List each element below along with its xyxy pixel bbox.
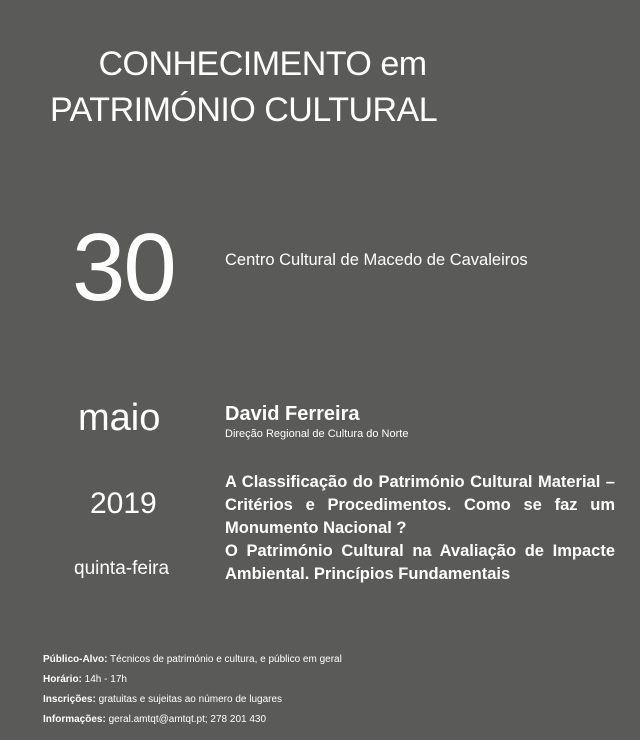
info-label: Informações: xyxy=(43,714,106,725)
event-month: maio xyxy=(78,397,161,439)
info-value: geral.amtqt@amtqt.pt; 278 201 430 xyxy=(105,714,267,725)
info-label: Público-Alvo: xyxy=(43,654,108,665)
title-line-1: CONHECIMENTO em xyxy=(98,44,427,83)
title-line-2: PATRIMÓNIO CULTURAL xyxy=(50,90,438,129)
talk-title: O Património Cultural na Avaliação de Impacte Ambiental. Princípios Fundamentais xyxy=(225,542,615,583)
talk-title: A Classificação do Património Cultural Material – Critérios e Procedimentos. Como se faz um Monumento Nacional ? xyxy=(225,473,615,537)
info-value: Técnicos de património e cultura, e público em geral xyxy=(107,654,342,665)
event-info xyxy=(43,650,603,730)
info-value: gratuitas e sujeitas ao número de lugares xyxy=(95,694,283,705)
speaker-organization: Direção Regional de Cultura do Norte xyxy=(225,428,409,440)
event-weekday: quinta-feira xyxy=(74,558,170,579)
event-venue: Centro Cultural de Macedo de Cavaleiros xyxy=(225,251,528,269)
speaker-name: David Ferreira xyxy=(225,403,360,425)
poster-title xyxy=(50,41,450,133)
info-label: Horário: xyxy=(43,674,82,685)
event-day: 30 xyxy=(72,214,175,321)
talk-list xyxy=(225,471,615,586)
event-year: 2019 xyxy=(90,487,157,520)
info-value: 14h - 17h xyxy=(81,674,127,685)
info-row-schedule xyxy=(43,670,603,690)
info-row-registration xyxy=(43,690,603,710)
info-row-audience xyxy=(43,650,603,670)
speaker-block xyxy=(225,402,408,441)
info-row-contacts xyxy=(43,710,603,730)
info-label: Inscrições: xyxy=(43,694,96,705)
